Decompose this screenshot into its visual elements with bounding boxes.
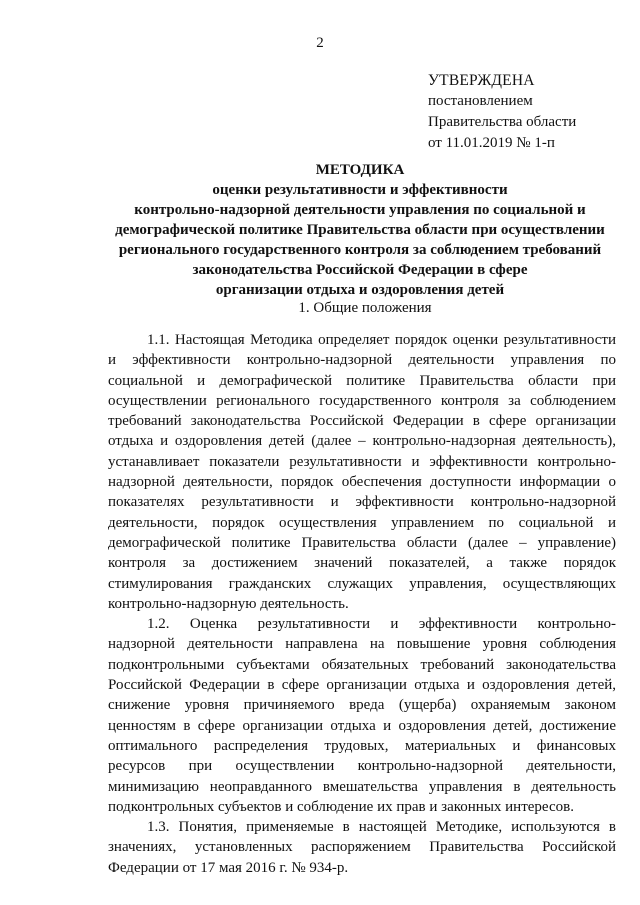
text-line: контроля за достижением значений показателей, а также порядок: [108, 555, 616, 572]
text-line: стимулирования гражданских служащих управления, осуществляющих: [108, 575, 616, 592]
text-line: устанавливает показатели результативности и эффективности контрольно-: [108, 453, 616, 470]
approval-stamp: [428, 70, 628, 154]
title-line: организации отдыха и оздоровления детей: [215, 282, 505, 298]
text-line: Российской Федерации в сфере организации отдыха и оздоровления детей,: [108, 677, 616, 694]
paragraph-1-1: [108, 330, 616, 614]
text-line: подконтрольными субъектами обязательных требований законодательства: [108, 656, 616, 673]
text-line: контрольно-надзорную деятельность.: [108, 595, 349, 612]
text-line: демографической политике Правительства области (далее – управление): [108, 534, 616, 551]
title-line: регионального государственного контроля за соблюдением требований: [118, 242, 602, 258]
approval-line: постановлением: [428, 93, 533, 109]
text-line: Федерации от 17 мая 2016 г. № 934-р.: [108, 859, 349, 876]
section-heading: 1. Общие положения: [298, 300, 432, 316]
text-line: 1.2. Оценка результативности и эффективности контрольно-: [147, 616, 616, 633]
text-line: требований законодательства Российской Федерации в сфере организации: [108, 413, 616, 430]
text-line: отдыха и оздоровления детей (далее – контрольно-надзорная деятельность),: [108, 433, 616, 450]
text-line: надзорной деятельности направлена на повышение уровня соблюдения: [108, 636, 616, 653]
page-number: 2: [316, 35, 324, 51]
text-line: показателях результативности и эффективности контрольно-надзорной: [108, 494, 616, 511]
title-line: МЕТОДИКА: [315, 162, 405, 178]
document-title: [90, 160, 630, 300]
text-line: и эффективности контрольно-надзорной деятельности управления по: [108, 352, 616, 369]
text-line: деятельности, порядок осуществления управлением по социальной и: [108, 514, 616, 531]
text-line: минимизацию неоправданного вмешательства управления в деятельность: [108, 778, 616, 795]
approval-date: от 11.01.2019 № 1-п: [428, 135, 555, 151]
title-line: оценки результативности и эффективности: [212, 182, 508, 198]
text-line: 1.1. Настоящая Методика определяет порядок оценки результативности: [147, 332, 616, 348]
text-line: ценностям в сфере организации отдыха и оздоровления детей, достижение: [108, 717, 616, 734]
text-line: подконтрольных субъектов и соблюдение их прав и законных интересов.: [108, 798, 574, 815]
text-line: значениях, установленных распоряжением Правительства Российской: [108, 839, 616, 856]
text-line: ресурсов при осуществлении контрольно-надзорной деятельности,: [108, 758, 616, 775]
approval-line: Правительства области: [428, 114, 577, 130]
title-line: демографической политике Правительства области при осуществлении: [115, 222, 605, 238]
text-line: социальной и демографической политике Правительства области при: [108, 372, 616, 389]
body-text: [108, 330, 616, 878]
text-line: осуществлении регионального государственного контроля за соблюдением: [108, 392, 616, 409]
paragraph-1-2: [108, 614, 616, 817]
text-line: снижение уровня причиняемого вреда (ущерба) охраняемым законом: [108, 697, 616, 714]
text-line: оптимального распределения трудовых, материальных и финансовых: [108, 737, 616, 754]
title-line: контрольно-надзорной деятельности управления по социальной и: [134, 202, 586, 218]
text-line: надзорной деятельности, порядок обеспечения доступности информации о: [108, 474, 616, 491]
title-line: законодательства Российской Федерации в сфере: [192, 262, 528, 278]
paragraph-1-3: [108, 817, 616, 878]
text-line: 1.3. Понятия, применяемые в настоящей Методике, используются в: [147, 819, 616, 836]
approval-heading: УТВЕРЖДЕНА: [428, 72, 535, 89]
